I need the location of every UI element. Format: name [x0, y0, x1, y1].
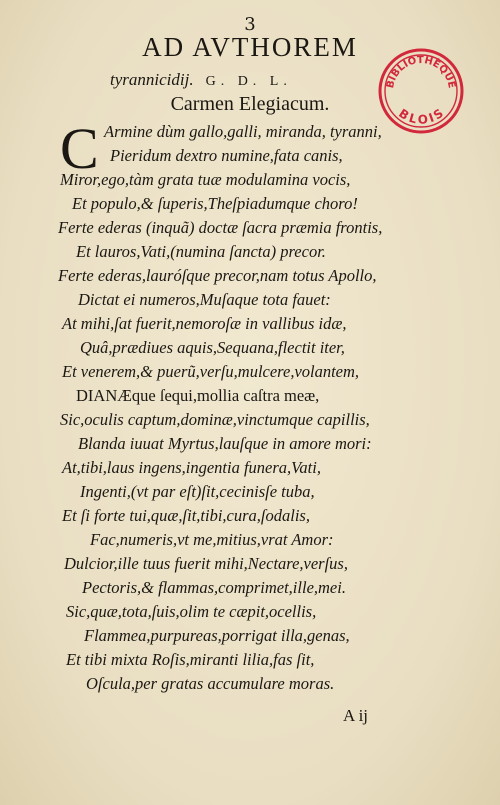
stamp-text-top: BIBLIOTHÈQUE — [385, 54, 457, 90]
library-stamp — [376, 46, 466, 136]
verse-line: Miror,ego,tàm grata tuæ modulamina vocis, — [60, 170, 351, 189]
stamp-text-bottom: BLOIS — [396, 106, 446, 127]
poem-heading: Carmen Elegiacum. — [170, 93, 330, 115]
svg-text:BLOIS — [396, 106, 446, 127]
verse-line: Flammea,purpureas,porrigat illa,genas, — [84, 626, 350, 645]
verse-line: Pieridum dextro numine,fata canis, — [110, 146, 343, 165]
verse-line: Armine dùm gallo,galli, miranda, tyranni, — [104, 122, 382, 141]
subtitle — [110, 70, 292, 90]
page-number: 3 — [244, 14, 256, 35]
verse-line: At,tibi,laus ingens,ingentia funera,Vati, — [62, 458, 321, 477]
verse-line: Pectoris,& flammas,comprimet,ille,mei. — [82, 578, 346, 597]
verse-line: Dulcior,ille tuus fuerit mihi,Nectare,verſus, — [64, 554, 348, 573]
verse-line: Ingenti,(vt par eſt)ſit,cecinisſe tuba, — [80, 482, 315, 501]
verse-line: Sic,quæ,tota,ſuis,olim te cæpit,ocellis, — [66, 602, 317, 621]
verse-line: Et venerem,& puerũ,verſu,mulcere,volantem, — [62, 362, 360, 381]
verse-line: DIANÆque ſequi,mollia caſtra meæ, — [76, 386, 320, 405]
verse-line: Et ſi forte tui,quæ,ſit,tibi,cura,ſodalis, — [62, 506, 310, 525]
verse-line: Dictat ei numeros,Muſaque tota fauet: — [78, 290, 331, 309]
page-title: AD AVTHOREM — [142, 32, 358, 62]
verse-line: Sic,oculis captum,dominæ,vinctumque capillis, — [60, 410, 370, 429]
verse-line: Oſcula,per gratas accumulare moras. — [86, 674, 335, 693]
verse-line: At mihi,ſat fuerit,nemoroſæ in vallibus idæ, — [62, 314, 347, 333]
verse-line: Ferte ederas (inquã) doctæ ſacra præmia frontis, — [58, 218, 383, 237]
verse-line: Et lauros,Vati,(numina ſancta) precor. — [76, 242, 326, 261]
drop-cap: C — [60, 116, 99, 181]
author-initials: G. D. L. — [205, 74, 292, 89]
verse-line: Et populo,& ſuperis,Theſpiadumque choro! — [72, 194, 358, 213]
verse-line: Ferte ederas,lauróſque precor,nam totus Apollo, — [58, 266, 377, 285]
verse-line: Blanda iuuat Myrtus,lauſque in amore mori: — [78, 434, 372, 453]
subtitle-text: tyrannicidij. — [110, 70, 194, 89]
verse-line: Quâ,prædiues aquis,Sequana,flectit iter, — [80, 338, 345, 357]
catchword: A ij — [343, 706, 369, 725]
verse-line: Fac,numeris,vt me,mitius,vrat Amor: — [90, 530, 334, 549]
verse-line: Et tibi mixta Roſis,miranti lilia,fas ſit, — [66, 650, 315, 669]
